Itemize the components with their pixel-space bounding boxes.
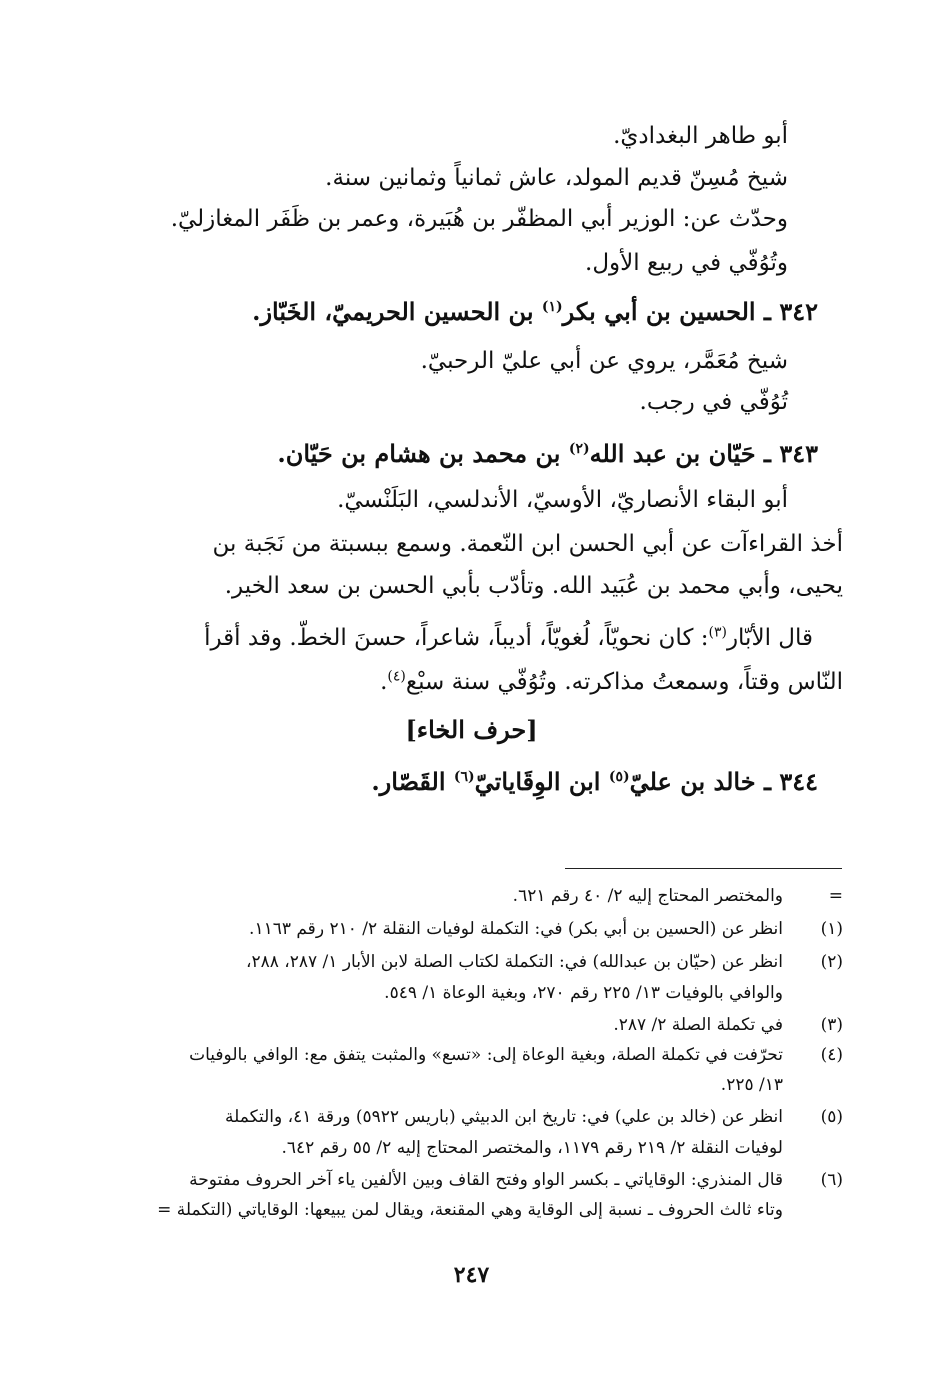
footnote-number: (٥) (820, 1107, 843, 1127)
footnote-ref[interactable]: (٥) (608, 769, 630, 785)
footnote-ref[interactable]: (٢) (568, 441, 590, 457)
footnote-number: (٣) (820, 1015, 843, 1035)
entry-342-name: ٣٤٢ ـ الحسين بن أبي بكر (562, 297, 818, 326)
page-number: ٢٤٧ (453, 1262, 490, 1288)
footnote-text: وتاء ثالث الحروف ـ نسبة إلى الوقاية وهي المقنعة، ويقال لمن يبيعها: الوقاياتي (التكملة = (157, 1200, 783, 1220)
quote-text: : كان نحويّاً، لُغويّاً، أديباً، شاعراً، حسنَ الخطّ. وقد أقرأ (204, 625, 709, 651)
body-line (380, 664, 843, 700)
footnote-text: ١٣/ ٢٢٥. (720, 1075, 783, 1095)
footnote-text: تحرّفت في تكملة الصلة، وبغية الوعاة إلى: «تسع» والمثبت يتفق مع: الوافي بالوفيات (189, 1045, 783, 1065)
footnote-number: (٦) (820, 1170, 843, 1190)
footnote-continuation-marker: = (828, 886, 843, 906)
footnote-text: قال المنذري: الوقاياتي ـ بكسر الواو وفتح القاف وبين الألفين ياء آخر الحروف مفتوحة (189, 1170, 783, 1190)
footnote-separator (565, 868, 842, 869)
entry-344-name-cont: ابن الوِقَاياتيّ (474, 767, 609, 796)
footnote-ref[interactable]: (٣) (708, 624, 727, 641)
footnote-number: (١) (820, 919, 843, 939)
footnote-text: في تكملة الصلة ٢/ ٢٨٧. (613, 1015, 783, 1035)
footnote-ref[interactable]: (٦) (453, 769, 475, 785)
footnote-number: (٤) (820, 1045, 843, 1065)
quote-text: النّاس وقتاً، وسمعتُ مذاكرته. وتُوُفّي سنة سبْع (405, 669, 843, 695)
body-line: يحيى، وأبي محمد بن عُبَيد الله. وتأدّب بأبي الحسن بن سعد الخير. (224, 573, 843, 599)
entry-344-name-end: القَصّار. (371, 767, 454, 796)
footnote-number: (٢) (820, 952, 843, 972)
body-line: أخذ القراءآت عن أبي الحسن ابن النّعمة. وسمع ببسبتة من نَجَبة بن (212, 531, 843, 557)
quote-end: . (380, 669, 388, 695)
body-line: شيخ مُعَمَّر، يروي عن أبي عليّ الرحبيّ. (420, 348, 788, 374)
entry-344-name: ٣٤٤ ـ خالد بن عليّ (629, 767, 818, 796)
entry-343-name: ٣٤٣ ـ حَيّان بن عبد الله (589, 439, 818, 468)
footnote-text: انظر عن (حيّان بن عبدالله) في: التكملة لكتاب الصلة لابن الأبار ١/ ٢٨٧، ٢٨٨، (245, 952, 783, 972)
body-line: شيخ مُسِنّ قديم المولد، عاش ثمانياً وثمانين سنة. (325, 165, 788, 191)
section-heading: [حرف الخاء] (405, 715, 538, 744)
body-line: وحدّث عن: الوزير أبي المظفّر بن هُبَيرة، وعمر بن ظَفَر المغازليّ. (170, 206, 788, 232)
footnote-text: والوافي بالوفيات ١٣/ ٢٢٥ رقم ٢٧٠، وبغية الوعاة ١/ ٥٤٩. (384, 983, 783, 1003)
entry-342-heading (252, 294, 818, 330)
entry-342-name-cont: بن الحسين الحريميّ، الخَبّاز. (252, 297, 542, 326)
entry-343-name-cont: بن محمد بن هشام بن حَيّان. (277, 439, 569, 468)
footnote-text: انظر عن (الحسين بن أبي بكر) في: التكملة لوفيات النقلة ٢/ ٢١٠ رقم ١١٦٣. (249, 919, 783, 939)
entry-343-heading (277, 436, 818, 472)
body-line (204, 620, 813, 656)
footnote-ref[interactable]: (٤) (387, 668, 406, 685)
footnote-text: لوفيات النقلة ٢/ ٢١٩ رقم ١١٧٩، والمختصر المحتاج إليه ٢/ ٥٥ رقم ٦٤٢. (281, 1138, 783, 1158)
footnote-ref[interactable]: (١) (541, 299, 563, 315)
body-line: أبو البقاء الأنصاريّ، الأوسيّ، الأندلسي، البَلَنْسيّ. (337, 487, 788, 513)
footnote-continuation: والمختصر المحتاج إليه ٢/ ٤٠ رقم ٦٢١. (512, 886, 783, 906)
footnote-text: انظر عن (خالد بن علي) في: تاريخ ابن الدبيثي (باريس ٥٩٢٢) ورقة ٤١، والتكملة (225, 1107, 783, 1127)
quote-source: قال الأبّار (726, 625, 813, 651)
body-line: وتُوُفّي في ربيع الأول. (585, 250, 788, 276)
body-line: تُوُفّي في رجب. (639, 389, 788, 415)
entry-344-heading (371, 764, 818, 800)
body-line: أبو طاهر البغداديّ. (613, 123, 788, 149)
